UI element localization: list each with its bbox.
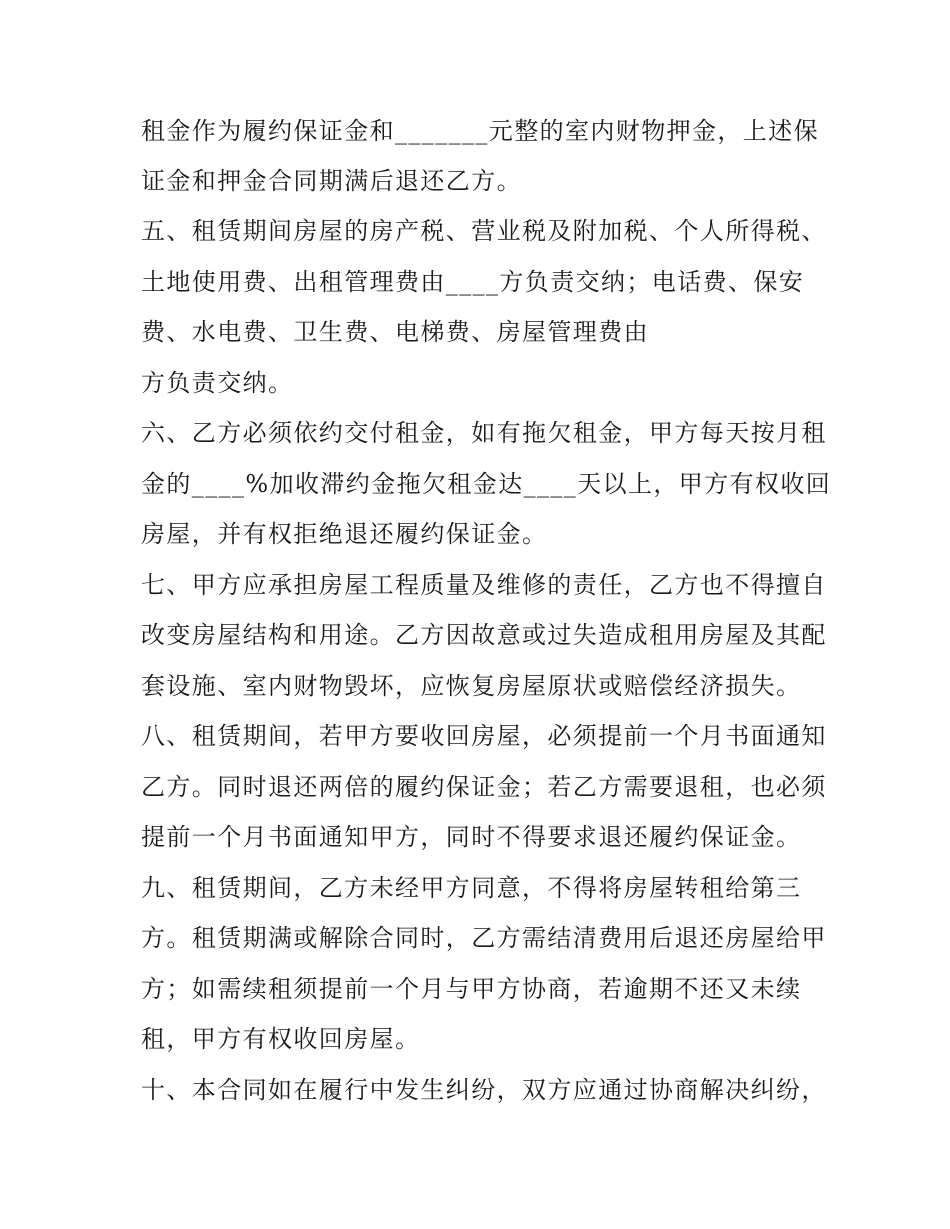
- text-line: 租，甲方有权收回房屋。: [141, 1025, 421, 1053]
- text-line: 六、乙方必须依约交付租金，如有拖欠租金，甲方每天按月租: [141, 419, 827, 447]
- text-line: 土地使用费、出租管理费由____方负责交纳；电话费、保安: [141, 268, 805, 296]
- text-line: 五、租赁期间房屋的房产税、营业税及附加税、个人所得税、: [141, 217, 827, 245]
- text-line: 方。租赁期满或解除合同时，乙方需结清费用后退还房屋给甲: [141, 924, 827, 952]
- text-line: 七、甲方应承担房屋工程质量及维修的责任，乙方也不得擅自: [141, 571, 827, 599]
- text-line: 乙方。同时退还两倍的履约保证金；若乙方需要退租，也必须: [141, 773, 827, 801]
- text-line: 提前一个月书面通知甲方，同时不得要求退还履约保证金。: [141, 823, 802, 851]
- text-line: 方负责交纳。: [141, 369, 294, 397]
- text-line: 八、租赁期间，若甲方要收回房屋，必须提前一个月书面通知: [141, 722, 827, 750]
- text-line: 套设施、室内财物毁坏，应恢复房屋原状或赔偿经济损失。: [141, 672, 802, 700]
- text-line: 房屋，并有权拒绝退还履约保证金。: [141, 520, 548, 548]
- text-line: 租金作为履约保证金和_______元整的室内财物押金，上述保: [141, 117, 819, 145]
- text-line: 费、水电费、卫生费、电梯费、房屋管理费由: [141, 318, 649, 346]
- text-line: 九、租赁期间，乙方未经甲方同意，不得将房屋转租给第三: [141, 874, 802, 902]
- text-line: 改变房屋结构和用途。乙方因故意或过失造成租用房屋及其配: [141, 621, 827, 649]
- text-line: 十、本合同如在履行中发生纠纷，双方应通过协商解决纠纷，: [141, 1076, 827, 1104]
- text-line: 金的____%加收滞约金拖欠租金达____天以上，甲方有权收回: [141, 470, 832, 498]
- text-line: 证金和押金合同期满后退还乙方。: [141, 167, 522, 195]
- text-line: 方；如需续租须提前一个月与甲方协商，若逾期不还又未续: [141, 975, 802, 1003]
